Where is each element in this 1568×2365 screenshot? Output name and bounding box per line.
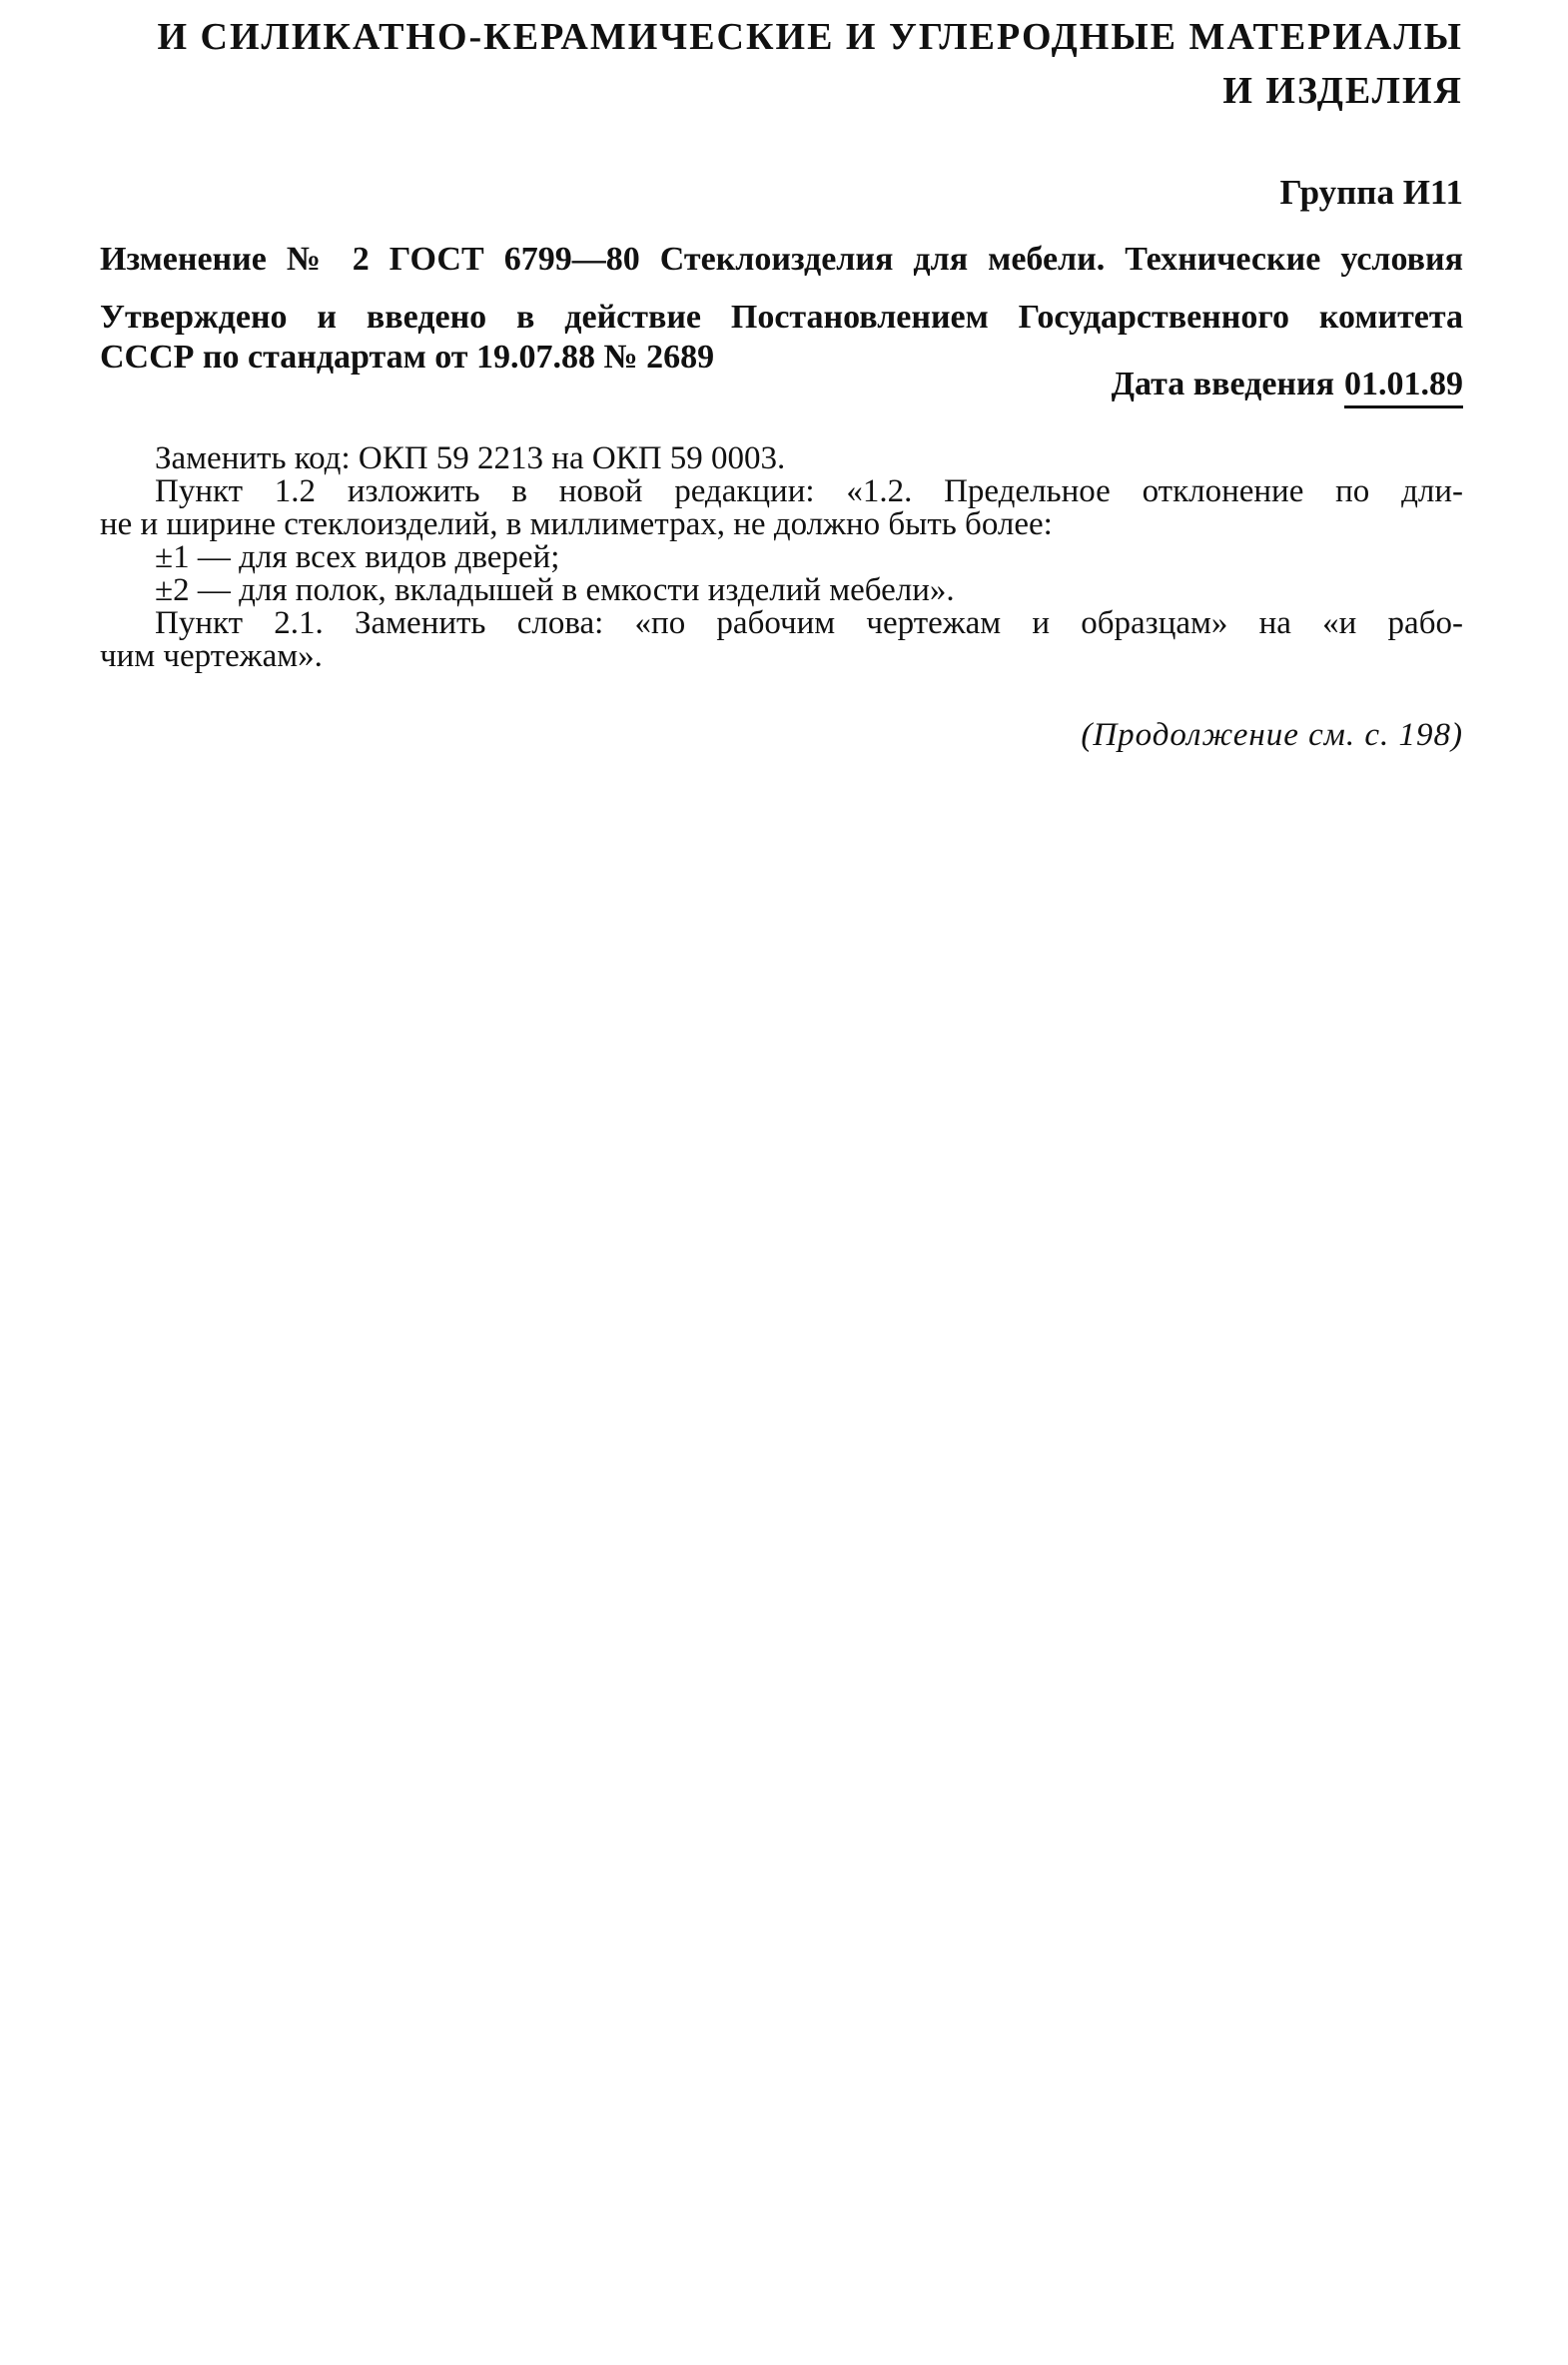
continuation-note: (Продолжение см. с. 198) bbox=[1081, 717, 1463, 753]
paragraph-clause-2-1-line-1: Пункт 2.1. Заменить слова: «по рабочим чертежам и образцам» на «и рабо- bbox=[155, 605, 1463, 641]
introduction-date bbox=[1112, 368, 1463, 408]
date-label: Дата введения bbox=[1111, 366, 1334, 402]
paragraph-tolerance-shelves: ±2 — для полок, вкладышей в емкости изделий мебели». bbox=[155, 572, 955, 608]
group-code: Группа И11 bbox=[1279, 173, 1463, 212]
paragraph-code-change: Заменить код: ОКП 59 2213 на ОКП 59 0003. bbox=[155, 440, 786, 476]
approval-line-2: СССР по стандартам от 19.07.88 № 2689 bbox=[100, 339, 715, 376]
amendment-body bbox=[100, 442, 1463, 673]
paragraph-tolerance-doors: ±1 — для всех видов дверей; bbox=[155, 539, 560, 575]
date-value: 01.01.89 bbox=[1344, 368, 1463, 408]
paragraph-clause-1-2-line-1: Пункт 1.2 изложить в новой редакции: «1.2. Предельное отклонение по дли- bbox=[155, 473, 1463, 509]
approval-line-1: Утверждено и введено в действие Постановлением Государственного комитета bbox=[100, 299, 1463, 336]
paragraph-clause-2-1-line-2: чим чертежам». bbox=[100, 638, 323, 674]
section-heading-line-1: И СИЛИКАТНО-КЕРАМИЧЕСКИЕ И УГЛЕРОДНЫЕ МАТЕРИАЛЫ bbox=[157, 16, 1463, 58]
paragraph-clause-1-2-line-2: не и ширине стеклоизделий, в миллиметрах, не должно быть более: bbox=[100, 506, 1053, 542]
section-heading-line-2: И ИЗДЕЛИЯ bbox=[1222, 70, 1463, 112]
amendment-title: Изменение № 2 ГОСТ 6799—80 Стеклоизделия для мебели. Технические условия bbox=[100, 241, 1463, 278]
